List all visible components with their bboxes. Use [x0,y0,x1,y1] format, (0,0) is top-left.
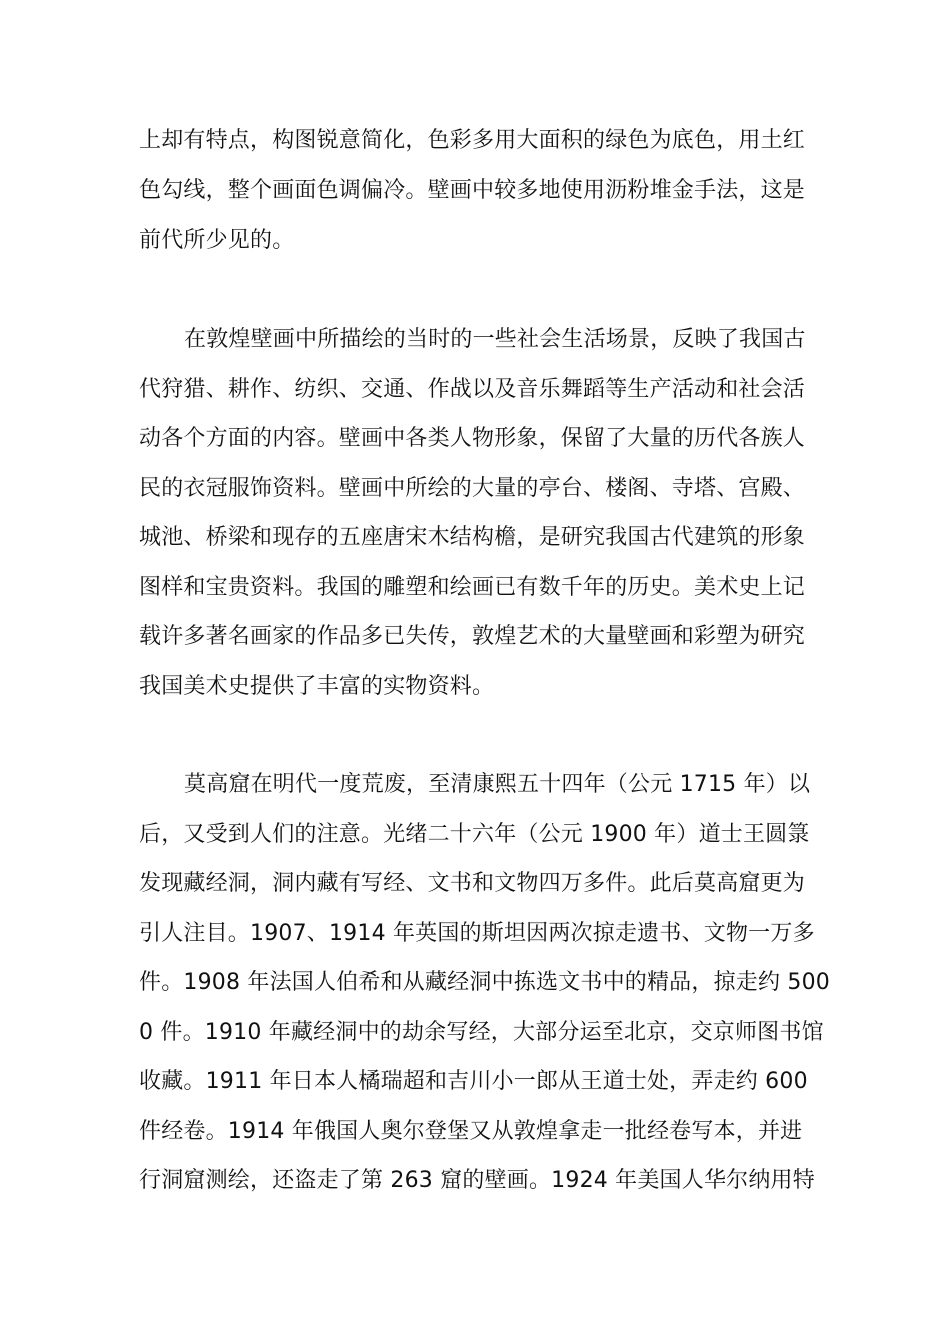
paragraph-line: 莫高窟在明代一度荒废，至清康熙五十四年（公元 1715 年）以 [184,772,811,797]
paragraph-line: 色勾线，整个画面色调偏冷。壁画中较多地使用沥粉堆金手法，这是 [139,178,806,203]
paragraph-line: 代狩猎、耕作、纺织、交通、作战以及音乐舞蹈等生产活动和社会活 [139,377,806,402]
paragraph-line: 件。1908 年法国人伯希和从藏经洞中拣选文书中的精品，掠走约 500 [139,970,830,995]
paragraph-line: 件经卷。1914 年俄国人奥尔登堡又从敦煌拿走一批经卷写本，并进 [139,1119,803,1144]
paragraph-line: 图样和宝贵资料。我国的雕塑和绘画已有数千年的历史。美术史上记 [139,575,806,600]
paragraph-line: 行洞窟测绘，还盗走了第 263 窟的壁画。1924 年美国人华尔纳用特 [139,1168,815,1193]
paragraph-line: 在敦煌壁画中所描绘的当时的一些社会生活场景，反映了我国古 [184,327,806,352]
paragraph-line: 前代所少见的。 [139,228,295,253]
paragraph-line: 民的衣冠服饰资料。壁画中所绘的大量的亭台、楼阁、寺塔、宫殿、 [139,476,806,501]
paragraph-line: 载许多著名画家的作品多已失传，敦煌艺术的大量壁画和彩塑为研究 [139,624,806,649]
paragraph-line: 城池、桥梁和现存的五座唐宋木结构檐，是研究我国古代建筑的形象 [139,525,806,550]
paragraph-line: 上却有特点，构图锐意简化，色彩多用大面积的绿色为底色，用土红 [139,128,806,153]
paragraph-line: 后，又受到人们的注意。光绪二十六年（公元 1900 年）道士王圆箓 [139,822,810,847]
paragraph-line: 0 件。1910 年藏经洞中的劫余写经，大部分运至北京，交京师图书馆 [139,1020,824,1045]
paragraph-line: 我国美术史提供了丰富的实物资料。 [139,674,495,699]
paragraph-line: 动各个方面的内容。壁画中各类人物形象，保留了大量的历代各族人 [139,426,806,451]
paragraph-line: 收藏。1911 年日本人橘瑞超和吉川小一郎从王道士处，弄走约 600 [139,1069,808,1094]
paragraph-line: 发现藏经洞，洞内藏有写经、文书和文物四万多件。此后莫高窟更为 [139,871,806,896]
paragraph-line: 引人注目。1907、1914 年英国的斯坦因两次掠走遗书、文物一万多 [139,921,815,946]
